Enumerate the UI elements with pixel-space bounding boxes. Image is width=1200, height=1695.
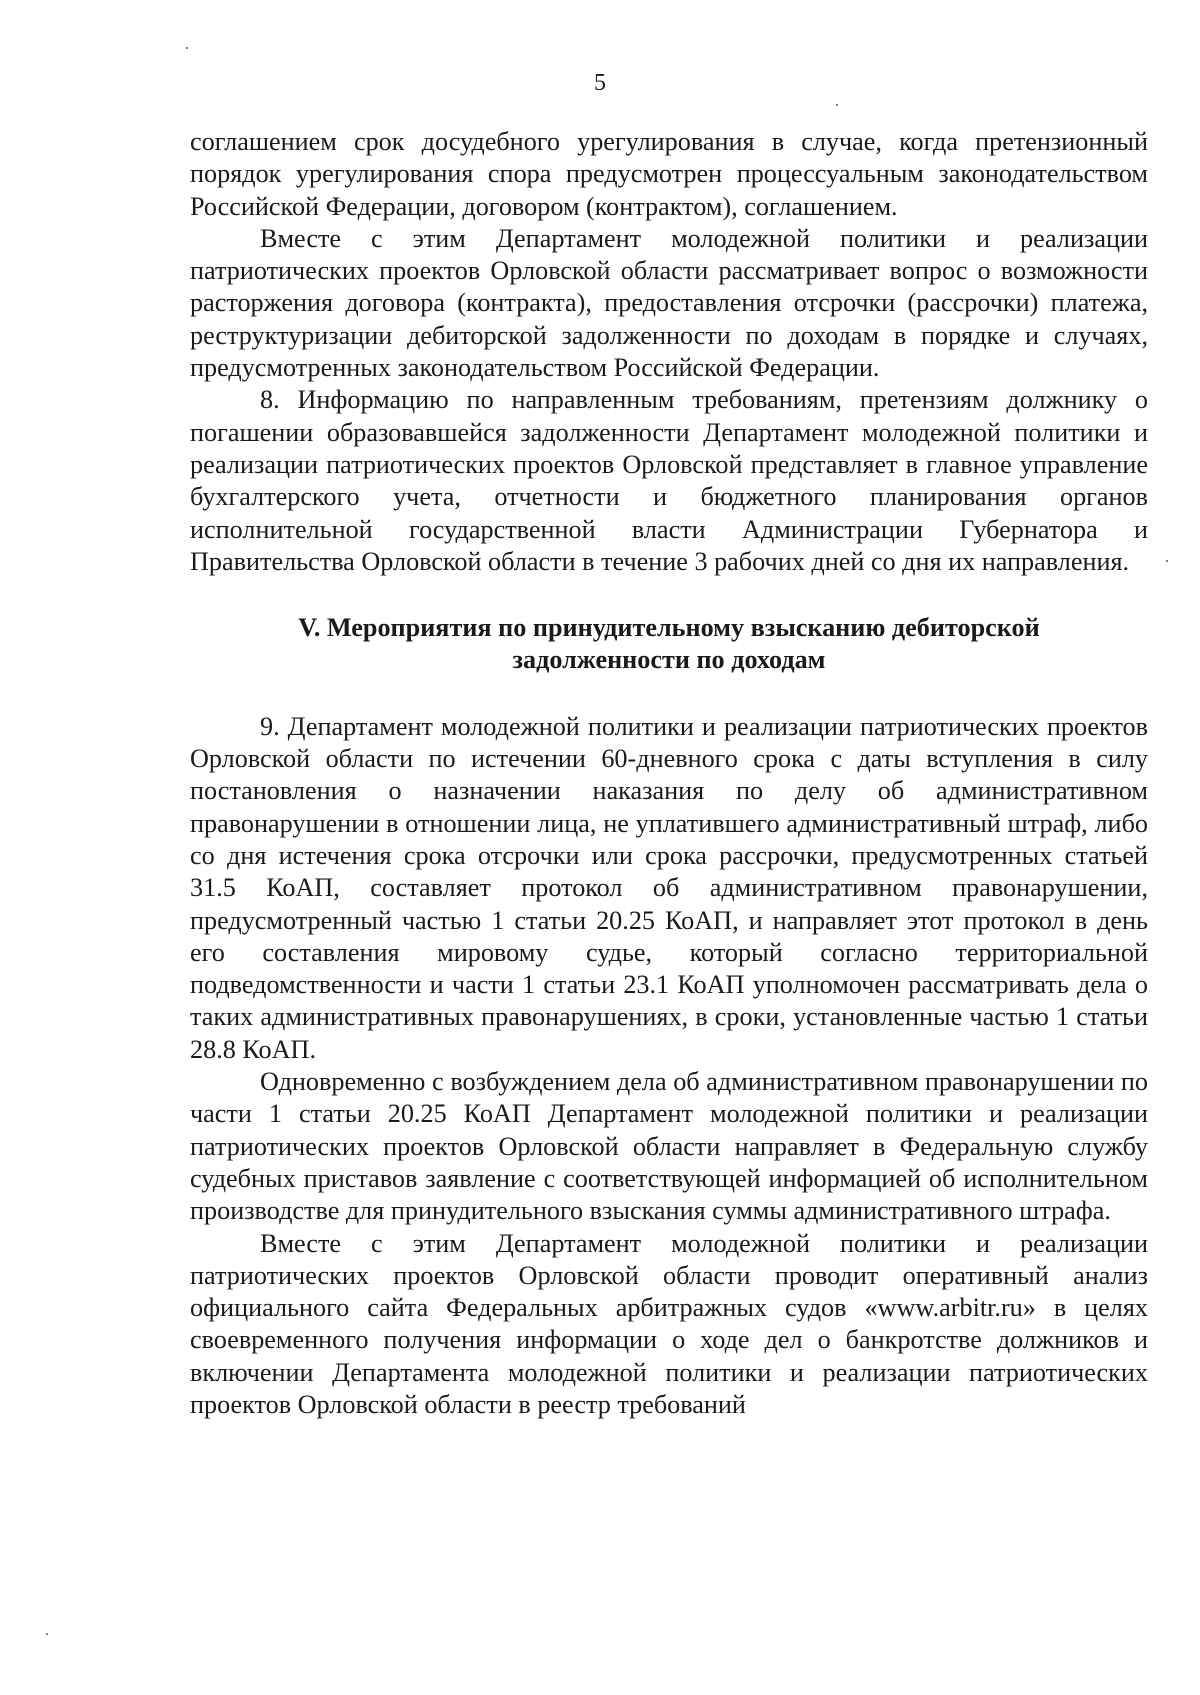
paragraph-8: 8. Информацию по направленным требованиям, претензиям должнику о погашении образовавшейся задолженности Департамент молодежной политики и реализации патриотических проектов Орловской представляет в главное управление бухгалтерского учета, отчетности и бюджетного планирования органов исполнительной государственной власти Администрации Губернатора и Правительства Орловской области в течение 3 рабочих дней со дня их направления.: [190, 385, 1148, 576]
scan-speck: [836, 104, 838, 106]
paragraph-9: 9. Департамент молодежной политики и реализации патриотических проектов Орловской области по истечении 60-дневного срока с даты вступления в силу постановления о назначении наказания по делу об административном правонарушении в отношении лица, не уплатившего административный штраф, либо со дня истечения срока отсрочки или срока рассрочки, предусмотренных статьей 31.5 КоАП, составляет протокол об административном правонарушении, предусмотренный частью 1 статьи 20.25 КоАП, и направляет этот протокол в день его составления мировому судье, который согласно территориальной подведомственности и части 1 статьи 23.1 КоАП уполномочен рассматривать дела о таких административных правонарушениях, в сроки, установленные частью 1 статьи 28.8 КоАП.: [190, 711, 1148, 1064]
paragraph-together-2: Вместе с этим Департамент молодежной политики и реализации патриотических проектов Орловской области проводит оперативный анализ официального сайта Федеральных арбитражных судов «www.arbitr.ru» в целях своевременного получения информации о ходе дел о банкротстве должников и включении Департамента молодежной политики и реализации патриотических проектов Орловской области в реестр требований: [190, 1228, 1148, 1419]
page-number: 5: [594, 70, 606, 96]
paragraph-continuation: соглашением срок досудебного урегулирования в случае, когда претензионный порядок урегулирования спора предусмотрен процессуальным законодательством Российской Федерации, договором (контрактом), соглашением.: [190, 127, 1148, 221]
scan-speck: [186, 47, 188, 49]
document-body: [190, 126, 1148, 1421]
section-v-heading: [190, 612, 1148, 677]
scan-speck: [46, 1633, 48, 1635]
paragraph-together-1: Вместе с этим Департамент молодежной политики и реализации патриотических проектов Орловской области рассматривает вопрос о возможности расторжения договора (контракта), предоставления отсрочки (рассрочки) платежа, реструктуризации дебиторской задолженности по доходам в порядке и случаях, предусмотренных законодательством Российской Федерации.: [190, 223, 1148, 383]
paragraph-simultaneously: Одновременно с возбуждением дела об административном правонарушении по части 1 статьи 20.25 КоАП Департамент молодежной политики и реализации патриотических проектов Орловской области направляет в Федеральную службу судебных приставов заявление с соответствующей информацией об исполнительном производстве для принудительного взыскания суммы административного штрафа.: [190, 1067, 1148, 1226]
section-v-heading-line-2: задолженности по доходам: [512, 645, 826, 675]
scan-speck: [1166, 560, 1168, 562]
section-v-heading-line-1: V. Мероприятия по принудительному взысканию дебиторской: [298, 613, 1040, 643]
